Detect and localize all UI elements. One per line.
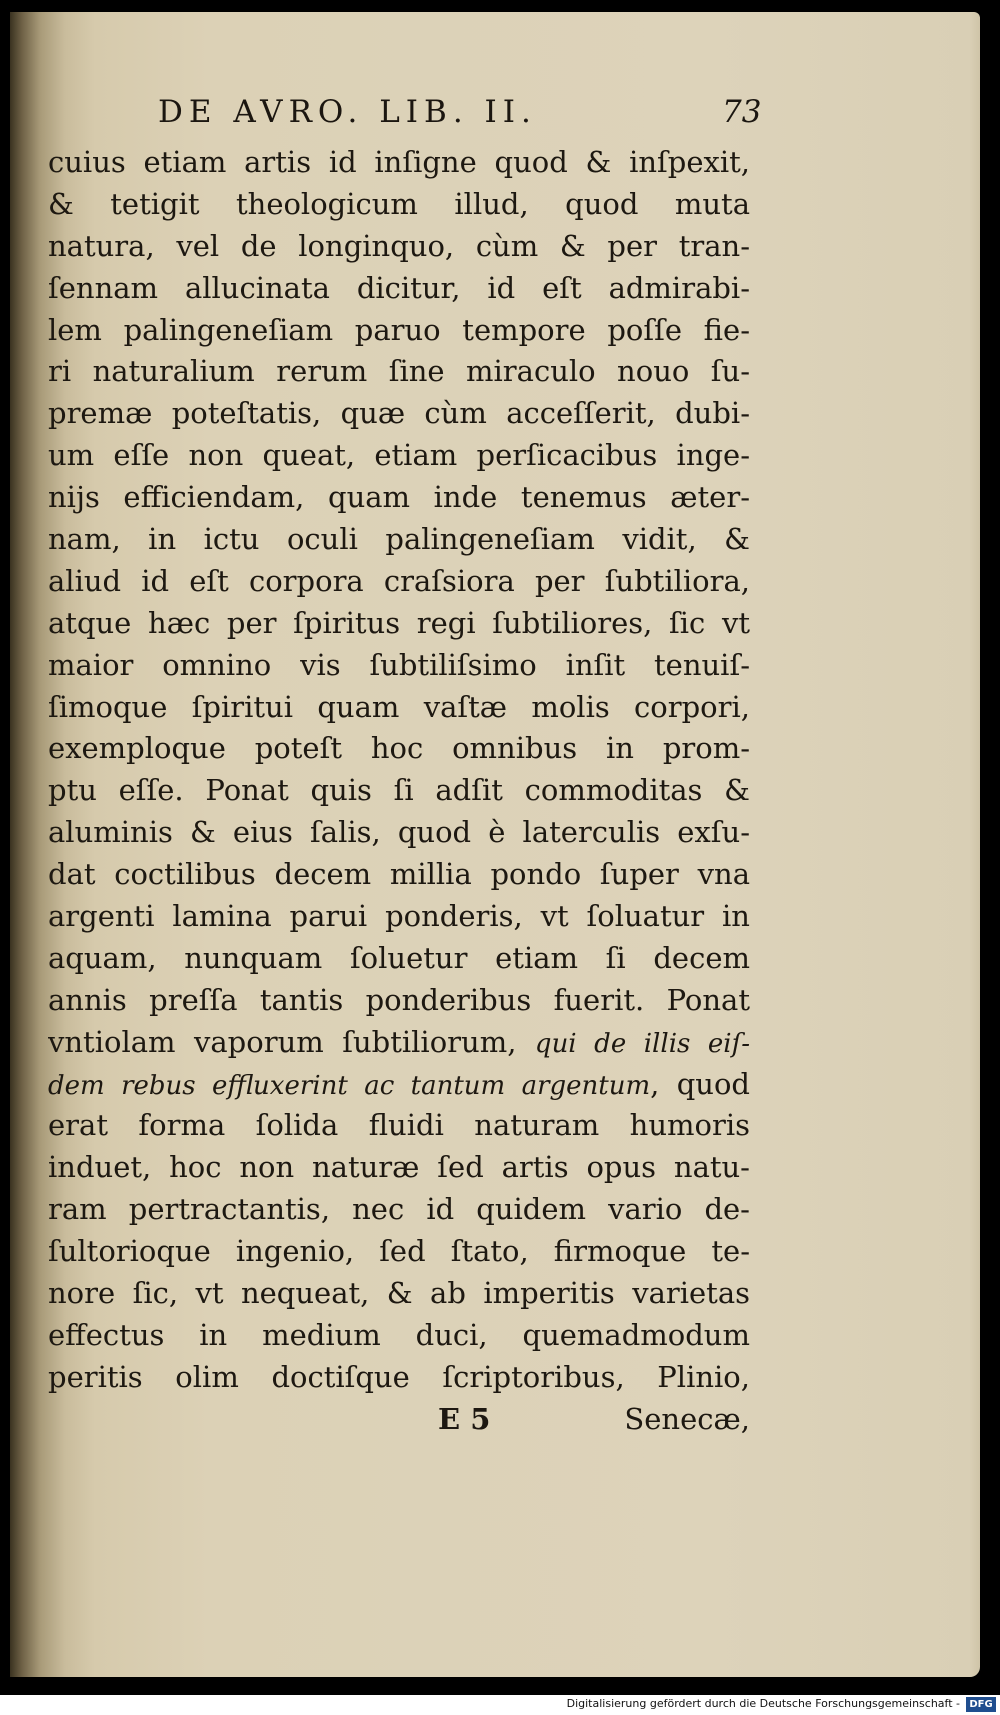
text-line: nam, in ictu oculi palingeneſiam vidit, &	[48, 522, 750, 557]
text-line: aquam, nunquam ſoluetur etiam ſi decem	[48, 940, 750, 975]
text-line: um eſſe non queat, etiam perſicacibus inge-	[48, 438, 750, 473]
text-line: peritis olim doctiſque ſcriptoribus, Plinio,	[48, 1359, 750, 1394]
text-line: maior omnino vis ſubtiliſsimo inſit tenuiſ-	[48, 647, 750, 682]
text-line: premæ poteſtatis, quæ cùm acceſſerit, dubi-	[48, 396, 750, 431]
text-line: ptu eſſe. Ponat quis ſi adſit commoditas &	[48, 773, 750, 808]
page-header	[10, 94, 980, 134]
page-number: 73	[722, 94, 762, 130]
signature-mark: E 5	[438, 1401, 491, 1436]
text-line: argenti lamina parui ponderis, vt ſoluatur in	[48, 899, 750, 934]
text-line: & tetigit theologicum illud, quod muta	[48, 186, 750, 221]
text-line: exemploque poteſt hoc omnibus in prom-	[48, 731, 750, 766]
text-line: induet, hoc non naturæ ſed artis opus natu-	[48, 1150, 750, 1185]
text-line: erat forma ſolida fluidi naturam humoris	[48, 1108, 750, 1143]
text-line: lem palingeneſiam paruo tempore poſſe fie-	[48, 312, 750, 347]
text-italic: qui de illis eiſ-	[534, 1028, 750, 1059]
text-line: natura, vel de longinquo, cùm & per tran-	[48, 228, 750, 263]
text-line: ſultorioque ingenio, ſed ſtato, firmoque te-	[48, 1234, 750, 1269]
credit-text: Digitalisierung gefördert durch die Deutsche Forschungsgemeinschaft -	[566, 1697, 960, 1710]
book-page	[10, 12, 980, 1677]
text-roman: , quod	[650, 1066, 750, 1101]
text-line: effectus in medium duci, quemadmodum	[48, 1317, 750, 1352]
catchword: Senecæ,	[624, 1401, 750, 1436]
text-roman: vntiolam vaporum ſubtiliorum,	[48, 1024, 517, 1059]
text-line	[48, 1064, 750, 1106]
body-text	[48, 142, 750, 1441]
text-line: atque hæc per ſpiritus regi ſubtiliores, ſic vt	[48, 605, 750, 640]
dfg-logo-icon: DFG	[966, 1697, 996, 1712]
credit-bar	[0, 1695, 1000, 1715]
text-line: nore ſic, vt nequeat, & ab imperitis varietas	[48, 1276, 750, 1311]
text-line	[48, 1022, 750, 1064]
text-line: aliud id eſt corpora craſsiora per ſubtiliora,	[48, 563, 750, 598]
text-line: ram pertractantis, nec id quidem vario de-	[48, 1192, 750, 1227]
text-line: dat coctilibus decem millia pondo ſuper vna	[48, 857, 750, 892]
text-line: ri naturalium rerum ſine miraculo nouo ſu-	[48, 354, 750, 389]
text-line: cuius etiam artis id inſigne quod & inſpexit,	[48, 145, 750, 179]
running-title: DE AVRO. LIB. II.	[158, 94, 537, 130]
text-line: ſimoque ſpiritui quam vaſtæ molis corpori,	[48, 689, 750, 724]
text-line: ſennam allucinata dicitur, id eſt admirabi-	[48, 270, 750, 305]
text-italic: dem rebus effluxerint ac tantum argentum	[48, 1070, 651, 1101]
page-footer	[48, 1399, 750, 1441]
text-line: nijs efficiendam, quam inde tenemus æter-	[48, 480, 750, 515]
text-line: aluminis & eius ſalis, quod è laterculis exſu-	[48, 815, 750, 850]
text-line: annis preſſa tantis ponderibus fuerit. Ponat	[48, 982, 750, 1017]
